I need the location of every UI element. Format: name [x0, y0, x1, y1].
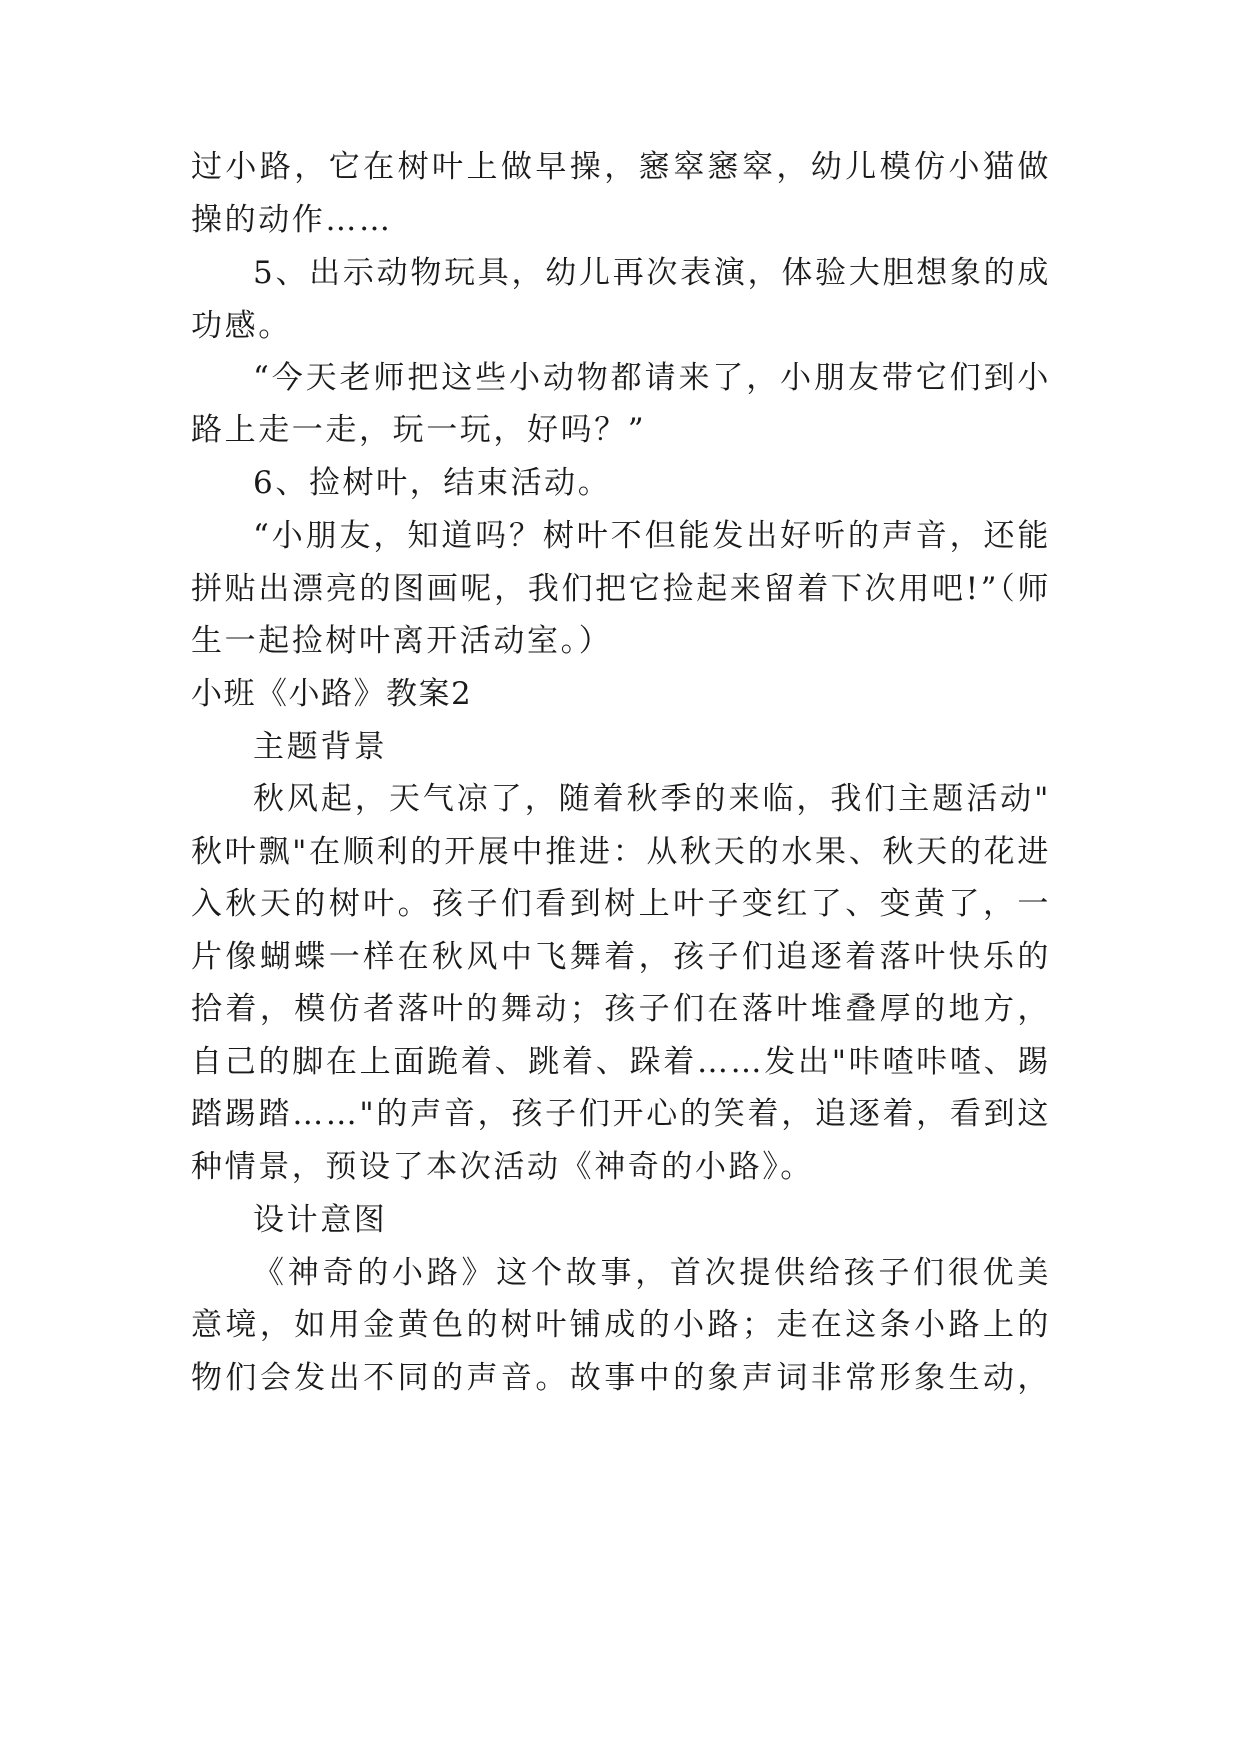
text-line: 过小路，它在树叶上做早操，窸窣窸窣，幼儿模仿小猫做: [191, 149, 1051, 185]
subheading: 设计意图: [253, 1202, 388, 1238]
text-line: “今天老师把这些小动物都请来了，小朋友带它们到小: [253, 360, 1051, 396]
text-line: 秋风起，天气凉了，随着秋季的来临，我们主题活动": [253, 781, 1051, 817]
text-line: 操的动作……: [191, 202, 393, 238]
text-line: 生一起捡树叶离开活动室。）: [191, 623, 613, 659]
text-line: 功感。: [191, 308, 292, 344]
text-line: 秋叶飘"在顺利的开展中推进：从秋天的水果、秋天的花进: [191, 834, 1051, 870]
text-line: 意境，如用金黄色的树叶铺成的小路；走在这条小路上的: [191, 1307, 1051, 1343]
text-line: 6、捡树叶，结束活动。: [253, 465, 612, 501]
text-line: 拼贴出漂亮的图画呢，我们把它捡起来留着下次用吧!”（师: [191, 571, 1051, 607]
text-line: 自己的脚在上面跪着、跳着、跺着……发出"咔喳咔喳、踢: [191, 1044, 1051, 1080]
text-line: 5、出示动物玩具，幼儿再次表演，体验大胆想象的成: [253, 255, 1051, 291]
text-line: 踏踢踏……"的声音，孩子们开心的笑着，追逐着，看到这: [191, 1096, 1051, 1132]
text-line: 《神奇的小路》这个故事，首次提供给孩子们很优美: [253, 1255, 1051, 1291]
section-heading: 小班《小路》教案2: [191, 676, 473, 712]
text-line: 路上走一走，玩一玩，好吗？”: [191, 412, 647, 448]
text-line: 种情景，预设了本次活动《神奇的小路》。: [191, 1149, 814, 1185]
text-line: “小朋友，知道吗？树叶不但能发出好听的声音，还能: [253, 518, 1051, 554]
subheading: 主题背景: [253, 729, 388, 765]
text-line: 入秋天的树叶。孩子们看到树上叶子变红了、变黄了，一: [191, 886, 1051, 922]
text-line: 物们会发出不同的声音。故事中的象声词非常形象生动，: [191, 1360, 1051, 1396]
text-line: 片像蝴蝶一样在秋风中飞舞着，孩子们追逐着落叶快乐的: [191, 939, 1051, 975]
text-line: 拾着，模仿者落叶的舞动；孩子们在落叶堆叠厚的地方，: [191, 991, 1051, 1027]
